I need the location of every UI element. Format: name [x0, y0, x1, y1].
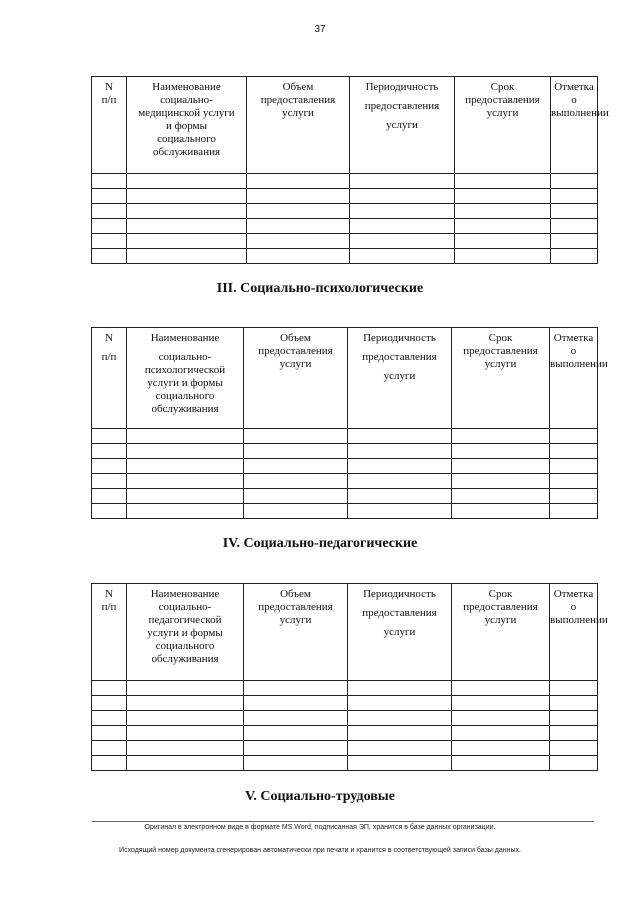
table-row: [92, 204, 598, 219]
table-row: [92, 504, 598, 519]
section-title-pedagogical: IV. Социально-педагогические: [222, 536, 418, 551]
col-completion-mark: Отметка о выполнении: [550, 584, 598, 681]
table-row: [92, 474, 598, 489]
col-term: Срок предоставления услуги: [455, 77, 551, 174]
col-term: Срок предоставления услуги: [452, 584, 550, 681]
table-row: [92, 249, 598, 264]
col-volume: Объем предоставления услуги: [247, 77, 350, 174]
medical-services-table: [91, 76, 609, 264]
footer-original-note: Оригинал в электронном виде в формате MS Word, подписанная ЭП, хранится в базе данных организации.: [144, 824, 496, 831]
col-completion-mark: Отметка о выполнении: [550, 328, 598, 429]
table-row: [92, 489, 598, 504]
psychological-services-table: [91, 327, 608, 519]
col-number: N п/п: [92, 77, 127, 174]
col-volume: Объем предоставления услуги: [244, 584, 348, 681]
col-number: N п/п: [92, 584, 127, 681]
table-header-row: [92, 328, 598, 429]
table-header-row: [92, 77, 598, 174]
table-row: [92, 189, 598, 204]
col-service-name: Наименование социально- педагогической услуги и формы социального обслуживания: [127, 584, 244, 681]
col-service-name: Наименование социально- психологической услуги и формы социального обслуживания: [127, 328, 244, 429]
table-row: [92, 444, 598, 459]
table-row: [92, 756, 598, 771]
table-row: [92, 459, 598, 474]
table-row: [92, 174, 598, 189]
col-volume: Объем предоставления услуги: [244, 328, 348, 429]
section-title-psychological: III. Социально-психологические: [216, 281, 424, 296]
table-row: [92, 696, 598, 711]
col-completion-mark: Отметка о выполнении: [551, 77, 598, 174]
section-title-labor: V. Социально-трудовые: [245, 789, 395, 804]
footer-divider: [92, 821, 594, 822]
table-row: [92, 681, 598, 696]
col-periodicity: Периодичность предоставления услуги: [348, 584, 452, 681]
table-row: [92, 234, 598, 249]
col-number: N п/п: [92, 328, 127, 429]
footer-outgoing-number-note: Исходящий номер документа сгенерирован автоматически при печати и хранится в соответствующей записи базы данных.: [119, 847, 521, 854]
table-row: [92, 726, 598, 741]
table-header-row: [92, 584, 598, 681]
page-number: 37: [314, 24, 326, 35]
table-row: [92, 429, 598, 444]
table-row: [92, 741, 598, 756]
col-term: Срок предоставления услуги: [452, 328, 550, 429]
pedagogical-services-table: [91, 583, 608, 771]
col-periodicity: Периодичность предоставления услуги: [350, 77, 455, 174]
col-service-name: Наименование социально- медицинской услуги и формы социального обслуживания: [127, 77, 247, 174]
table-row: [92, 219, 598, 234]
col-periodicity: Периодичность предоставления услуги: [348, 328, 452, 429]
table-row: [92, 711, 598, 726]
